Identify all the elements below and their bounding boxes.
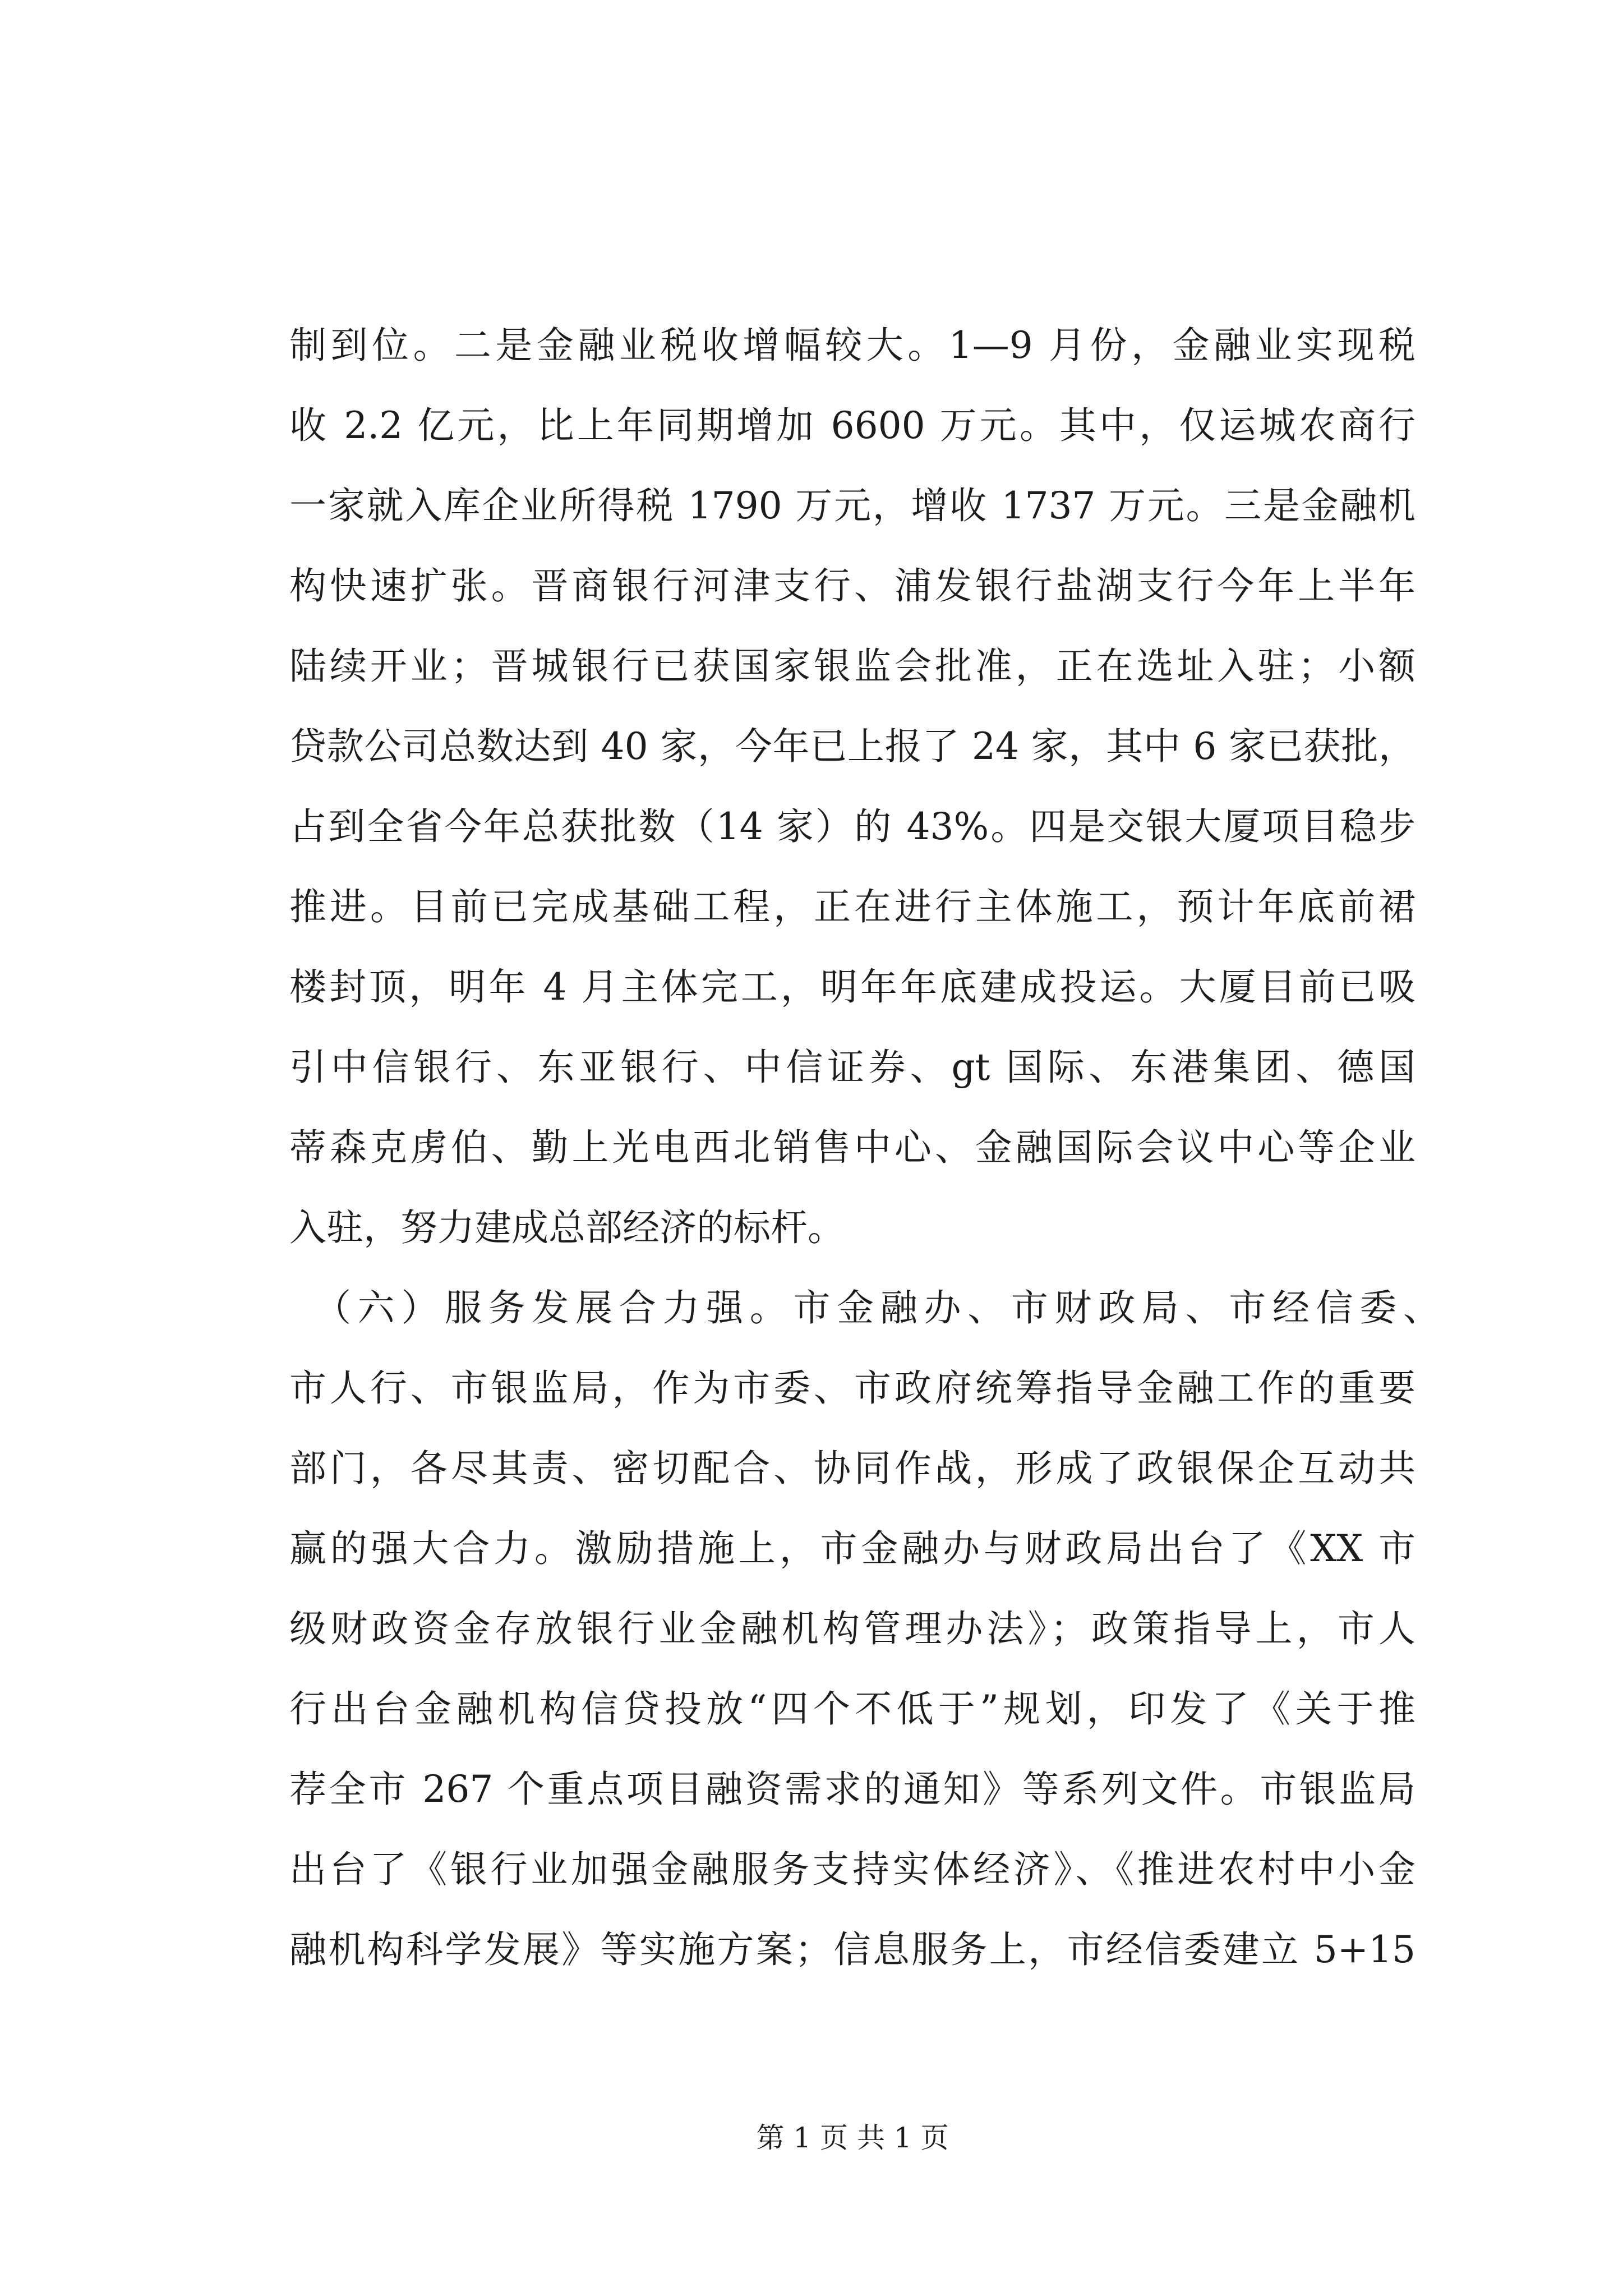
text-line: 一家就入库企业所得税 1790 万元，增收 1737 万元。三是金融机 [289, 484, 1415, 527]
text-line: 楼封顶，明年 4 月主体完工，明年年底建成投运。大厦目前已吸 [289, 965, 1415, 1009]
text-line: 蒂森克虏伯、勤上光电西北销售中心、金融国际会议中心等企业 [289, 1126, 1415, 1169]
text-line: 荐全市 267 个重点项目融资需求的通知》等系列文件。市银监局 [289, 1768, 1415, 1811]
text-line: 市人行、市银监局，作为市委、市政府统筹指导金融工作的重要 [289, 1366, 1415, 1410]
body-text [289, 305, 1440, 1990]
text-line: 构快速扩张。晋商银行河津支行、浦发银行盐湖支行今年上半年 [289, 564, 1415, 608]
text-line: 引中信银行、东亚银行、中信证券、gt 国际、东港集团、德国 [289, 1046, 1415, 1089]
text-line: 收 2.2 亿元，比上年同期增加 6600 万元。其中，仅运城农商行 [289, 404, 1415, 447]
text-line: 赢的强大合力。激励措施上，市金融办与财政局出台了《XX 市 [289, 1527, 1415, 1570]
text-line: 占到全省今年总获批数（14 家）的 43%。四是交银大厦项目稳步 [289, 805, 1415, 848]
text-line: 制到位。二是金融业税收增幅较大。1—9 月份，金融业实现税 [289, 324, 1415, 367]
text-line: 出台了《银行业加强金融服务支持实体经济》、《推进农村中小金 [289, 1848, 1415, 1891]
text-line: 贷款公司总数达到 40 家，今年已上报了 24 家，其中 6 家已获批， [289, 725, 1415, 768]
paragraph-financial-sector [289, 305, 1415, 1268]
text-line: 融机构科学发展》等实施方案；信息服务上，市经信委建立 5+15 [289, 1928, 1415, 1971]
text-line: 部门，各尽其责、密切配合、协同作战，形成了政银保企互动共 [289, 1447, 1415, 1490]
page-number-label: 第 1 页 共 1 页 [756, 2122, 949, 2154]
text-line: 级财政资金存放银行业金融机构管理办法》；政策指导上，市人 [289, 1607, 1415, 1650]
section-heading-line: （六）服务发展合力强。市金融办、市财政局、市经信委、 [314, 1286, 1440, 1329]
paragraph-service-synergy [289, 1268, 1440, 1990]
text-line: 推进。目前已完成基础工程，正在进行主体施工，预计年底前裙 [289, 885, 1415, 928]
text-line: 行出台金融机构信贷投放“四个不低于”规划，印发了《关于推 [289, 1687, 1415, 1731]
text-line: 入驻，努力建成总部经济的标杆。 [289, 1206, 845, 1249]
page-footer [289, 2119, 1415, 2156]
text-line: 陆续开业；晋城银行已获国家银监会批准，正在选址入驻；小额 [289, 645, 1415, 688]
